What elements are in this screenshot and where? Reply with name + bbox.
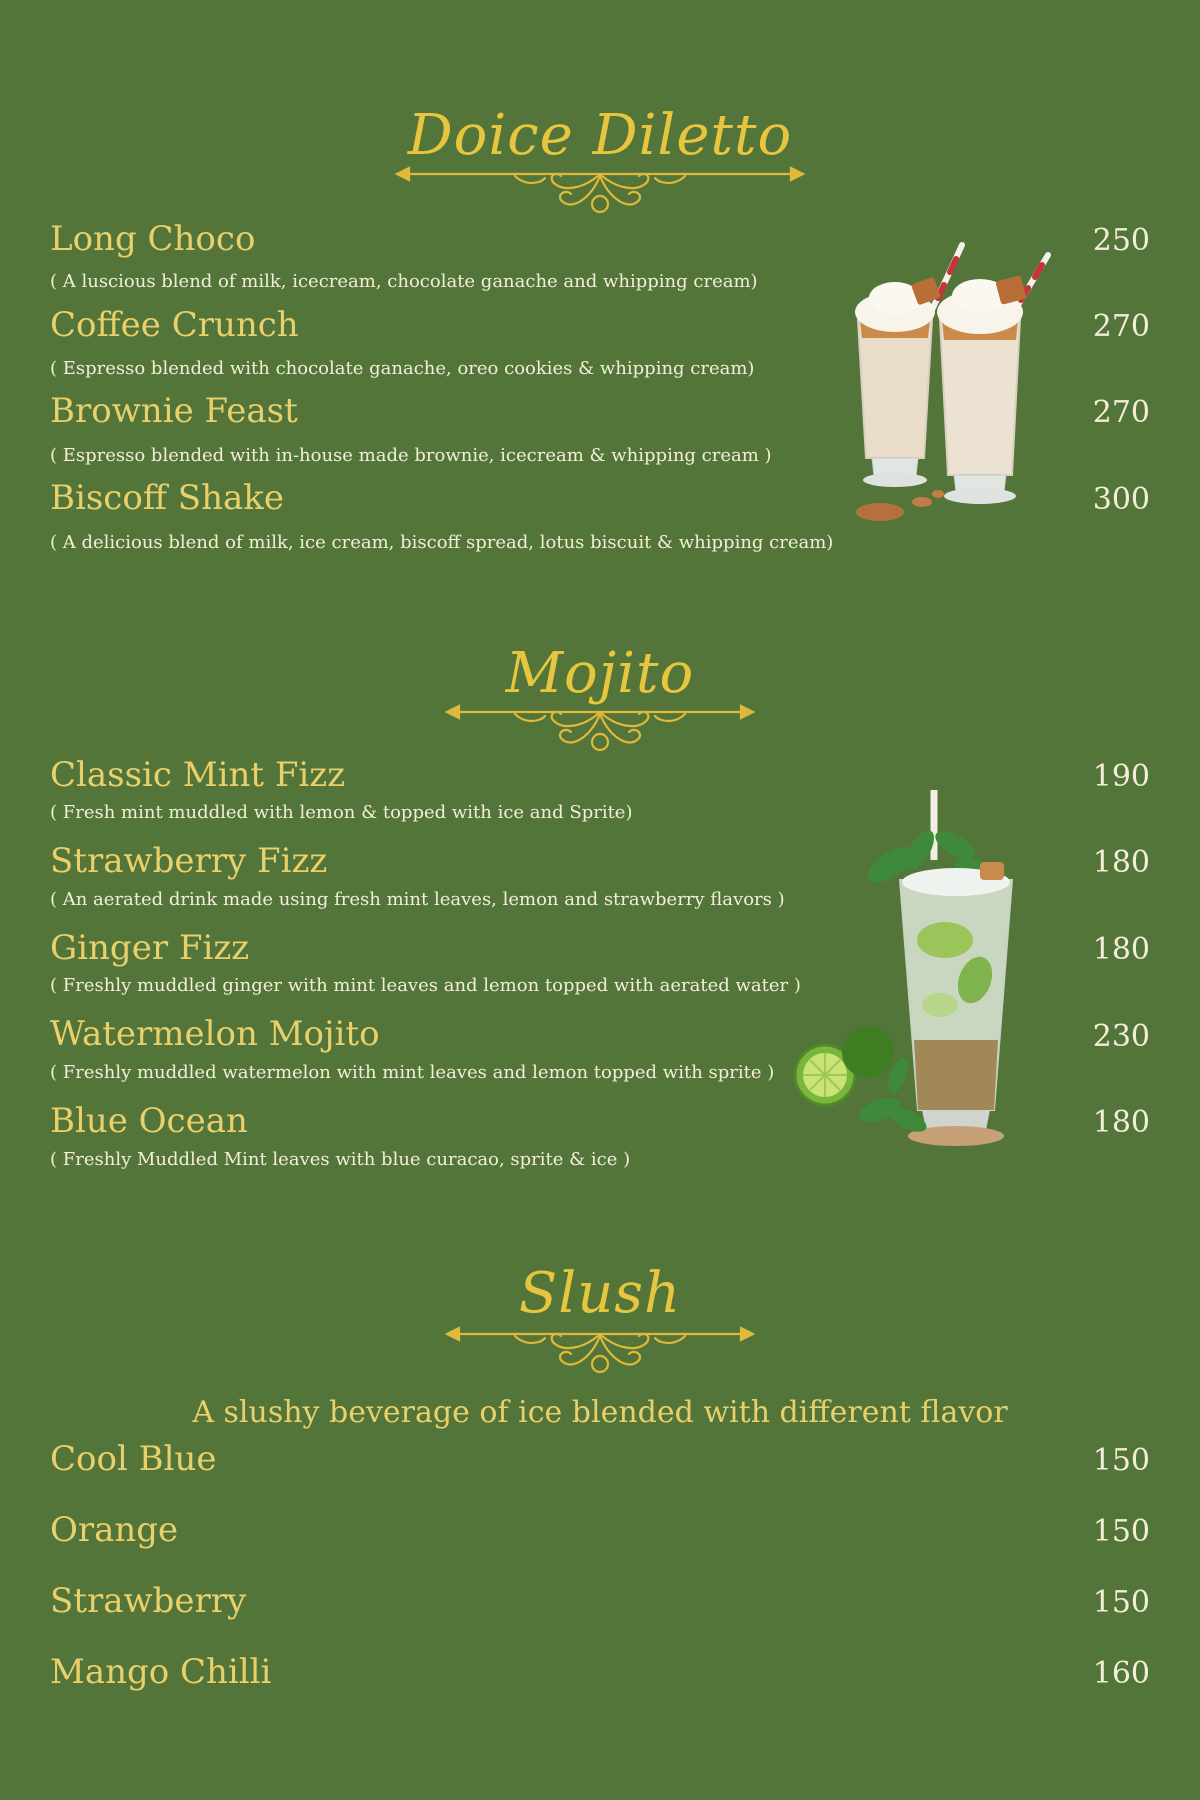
menu-item-price: 180: [1092, 1105, 1150, 1140]
section-title-mojito: Mojito: [505, 641, 695, 706]
menu-item-description: ( A delicious blend of milk, ice cream, biscoff spread, lotus biscuit & whipping cream): [50, 532, 834, 553]
milkshake-glasses-icon: [850, 240, 1060, 530]
menu-item-price: 300: [1092, 482, 1150, 517]
menu-item-description: ( Fresh mint muddled with lemon & topped with ice and Sprite): [50, 802, 633, 823]
menu-item-name: Brownie Feast: [50, 391, 298, 431]
menu-item-price: 270: [1092, 309, 1150, 344]
menu-item-price: 150: [1092, 1514, 1150, 1549]
menu-item-name: Classic Mint Fizz: [50, 755, 346, 795]
menu-item-description: ( A luscious blend of milk, icecream, chocolate ganache and whipping cream): [50, 271, 758, 292]
menu-item-name: Ginger Fizz: [50, 928, 250, 968]
menu-item-name: Long Choco: [50, 219, 256, 259]
menu-item-price: 150: [1092, 1585, 1150, 1620]
menu-item-name: Mango Chilli: [50, 1652, 272, 1692]
menu-item-price: 180: [1092, 845, 1150, 880]
menu-item-name: Strawberry Fizz: [50, 841, 328, 881]
menu-item-price: 270: [1092, 395, 1150, 430]
menu-item-name: Watermelon Mojito: [50, 1014, 380, 1054]
ornamental-flourish-icon: [445, 1318, 755, 1380]
menu-item-description: ( Freshly Muddled Mint leaves with blue curacao, sprite & ice ): [50, 1149, 631, 1170]
section-title-doice-diletto: Doice Diletto: [407, 103, 793, 168]
menu-item-name: Coffee Crunch: [50, 305, 299, 345]
section-title-slush: Slush: [518, 1261, 682, 1326]
ornamental-flourish-icon: [445, 696, 755, 758]
menu-item-name: Strawberry: [50, 1581, 247, 1621]
section-tagline: A slushy beverage of ice blended with different flavor: [192, 1395, 1008, 1430]
menu-item-description: ( Espresso blended with chocolate ganache, oreo cookies & whipping cream): [50, 358, 755, 379]
menu-item-description: ( Freshly muddled watermelon with mint leaves and lemon topped with sprite ): [50, 1062, 775, 1083]
menu-item-name: Orange: [50, 1510, 179, 1550]
menu-item-price: 230: [1092, 1019, 1150, 1054]
menu-item-price: 190: [1092, 759, 1150, 794]
menu-item-name: Biscoff Shake: [50, 478, 284, 518]
menu-item-description: ( Freshly muddled ginger with mint leaves and lemon topped with aerated water ): [50, 975, 801, 996]
menu-item-description: ( Espresso blended with in-house made brownie, icecream & whipping cream ): [50, 445, 772, 466]
menu-item-price: 150: [1092, 1443, 1150, 1478]
menu-item-price: 250: [1092, 223, 1150, 258]
menu-item-price: 160: [1092, 1656, 1150, 1691]
ornamental-flourish-icon: [395, 158, 805, 220]
menu-item-name: Cool Blue: [50, 1439, 217, 1479]
mojito-glass-icon: [780, 790, 1030, 1150]
menu-item-description: ( An aerated drink made using fresh mint leaves, lemon and strawberry flavors ): [50, 889, 785, 910]
menu-item-price: 180: [1092, 932, 1150, 967]
menu-item-name: Blue Ocean: [50, 1101, 248, 1141]
